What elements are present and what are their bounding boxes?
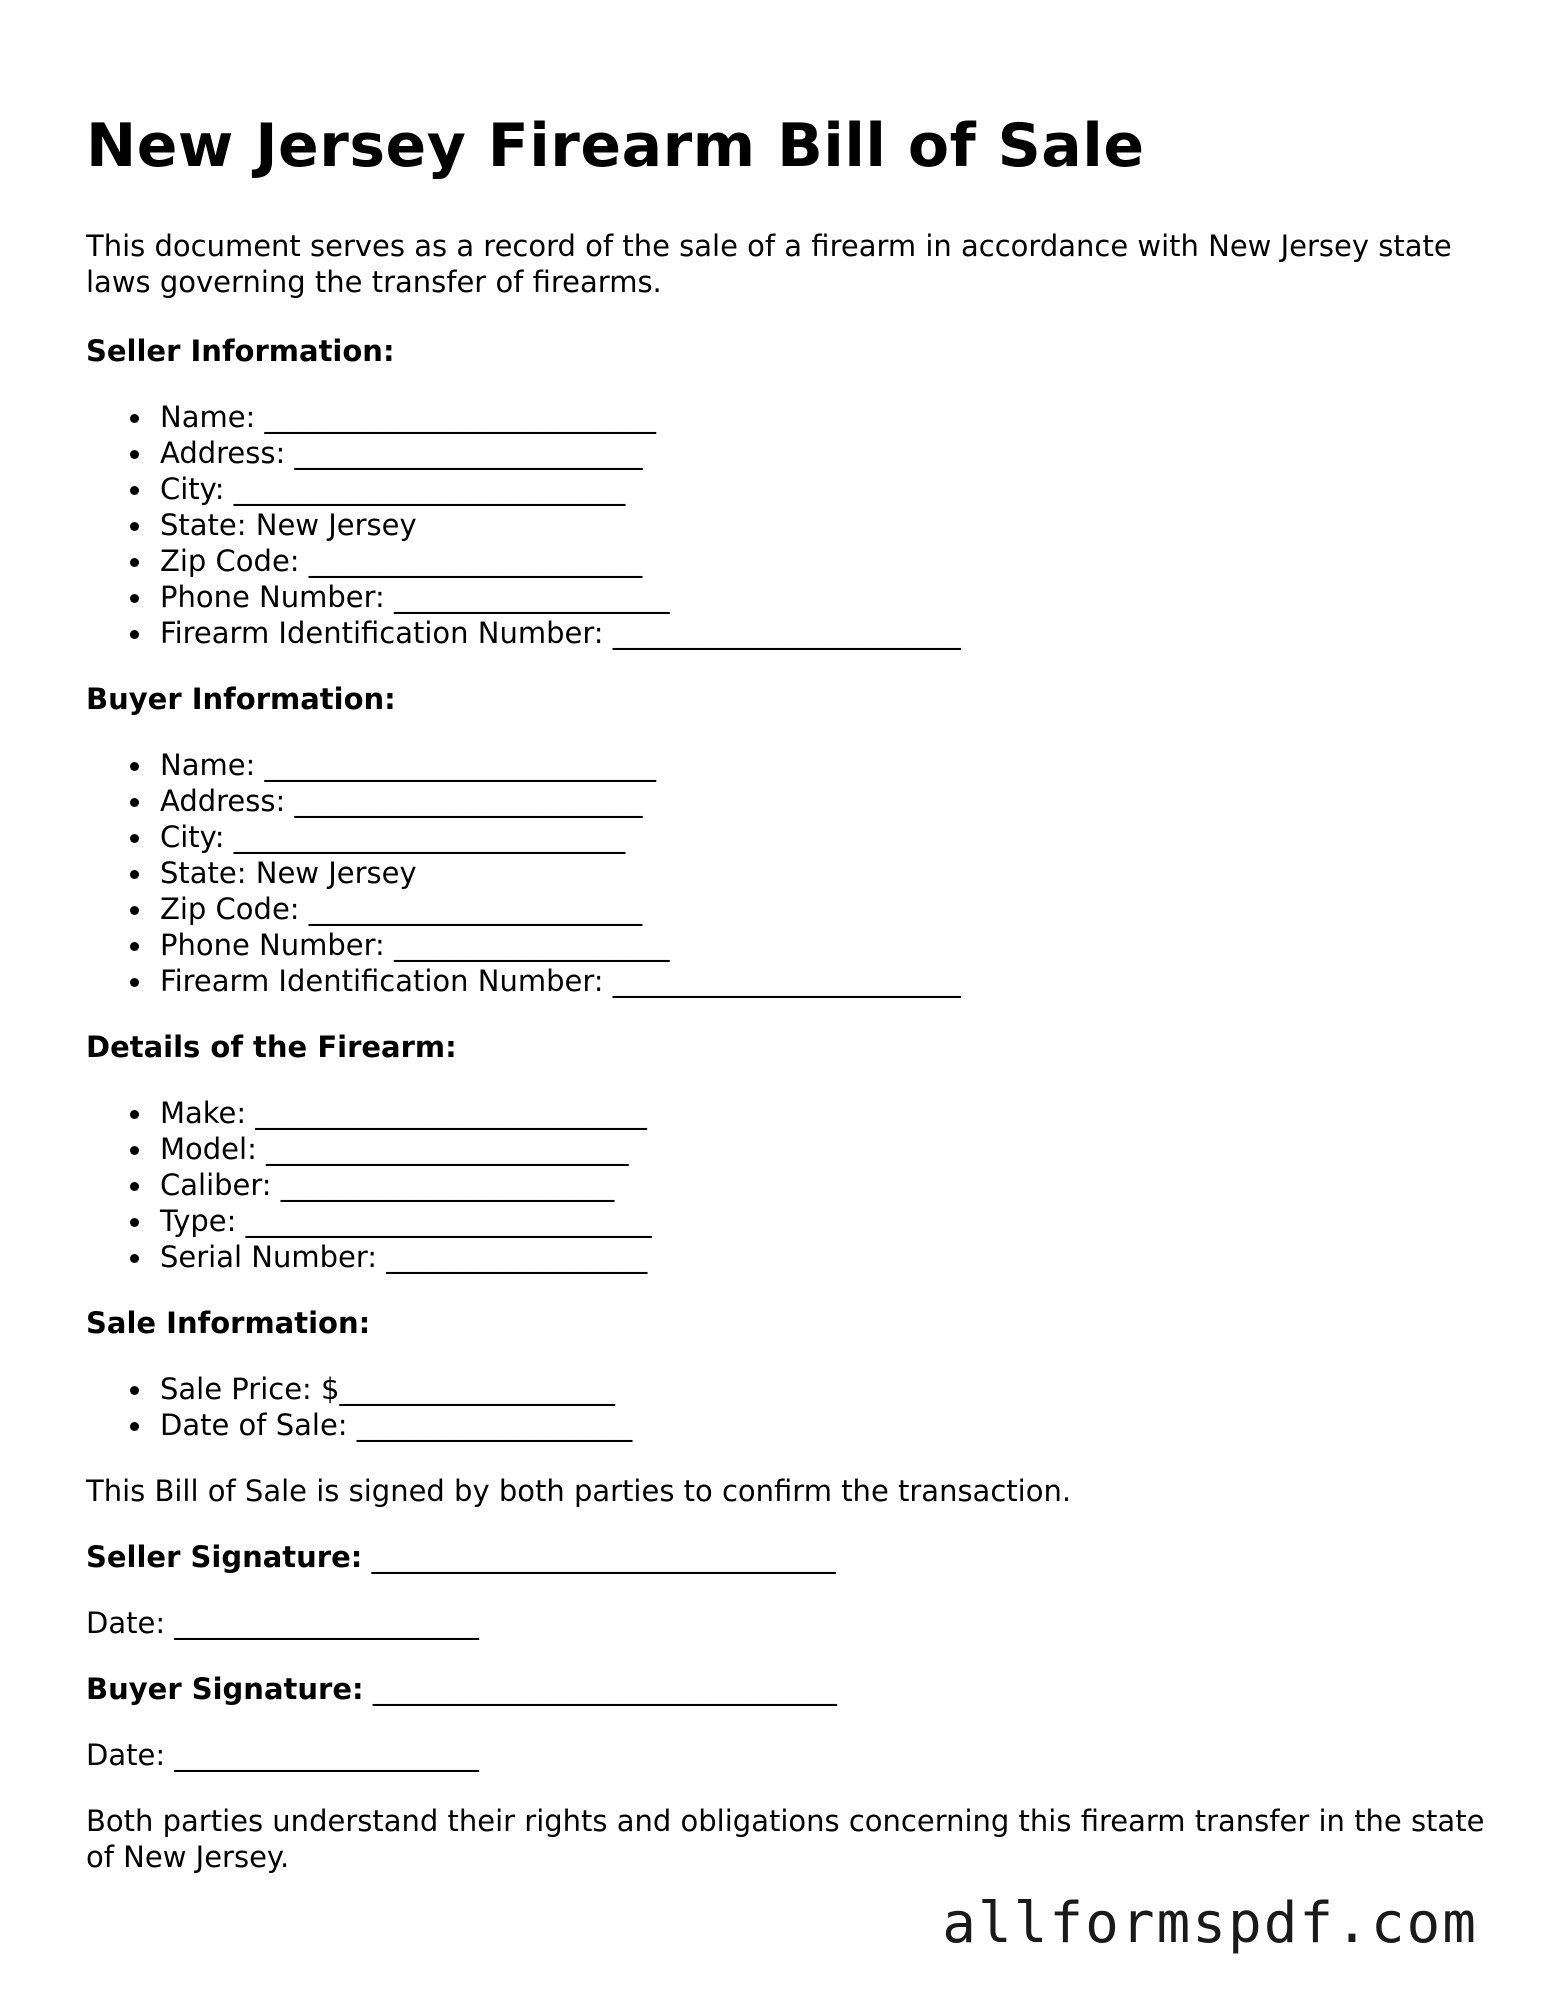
seller-date-line[interactable] — [86, 1605, 1488, 1641]
seller-name-field[interactable]: Name: ___________________________ — [160, 399, 1488, 435]
seller-firearm-id-field[interactable]: Firearm Identification Number: ________________________ — [160, 615, 1488, 651]
buyer-signature-line[interactable] — [86, 1671, 1488, 1707]
buyer-address-field[interactable]: Address: ________________________ — [160, 783, 1488, 819]
seller-zip-field[interactable]: Zip Code: _______________________ — [160, 543, 1488, 579]
firearm-details-list — [86, 1095, 1488, 1275]
firearm-serial-field[interactable]: Serial Number: __________________ — [160, 1239, 1488, 1275]
buyer-section-heading: Buyer Information: — [86, 682, 396, 716]
seller-signature-blank[interactable]: ________________________________ — [371, 1540, 836, 1574]
buyer-date-blank[interactable]: _____________________ — [174, 1738, 479, 1772]
site-watermark: allformspdf.com — [942, 1891, 1478, 1956]
buyer-firearm-id-field[interactable]: Firearm Identification Number: ________________________ — [160, 963, 1488, 999]
firearm-section-heading: Details of the Firearm: — [86, 1030, 457, 1064]
firearm-caliber-field[interactable]: Caliber: _______________________ — [160, 1167, 1488, 1203]
sale-section-heading: Sale Information: — [86, 1306, 371, 1340]
firearm-model-field[interactable]: Model: _________________________ — [160, 1131, 1488, 1167]
seller-city-field[interactable]: City: ___________________________ — [160, 471, 1488, 507]
firearm-make-field[interactable]: Make: ___________________________ — [160, 1095, 1488, 1131]
buyer-signature-blank[interactable]: ________________________________ — [372, 1672, 837, 1706]
buyer-city-field[interactable]: City: ___________________________ — [160, 819, 1488, 855]
buyer-name-field[interactable]: Name: ___________________________ — [160, 747, 1488, 783]
buyer-signature-label: Buyer Signature: — [86, 1672, 364, 1706]
sale-info-list — [86, 1371, 1488, 1443]
buyer-date-label: Date: — [86, 1738, 166, 1772]
buyer-date-line[interactable] — [86, 1737, 1488, 1773]
buyer-zip-field[interactable]: Zip Code: _______________________ — [160, 891, 1488, 927]
seller-signature-label: Seller Signature: — [86, 1540, 363, 1574]
seller-date-blank[interactable]: _____________________ — [174, 1606, 479, 1640]
sale-date-field[interactable]: Date of Sale: ___________________ — [160, 1407, 1488, 1443]
seller-state-field: State: New Jersey — [160, 507, 1488, 543]
document-title: New Jersey Firearm Bill of Sale — [86, 111, 1145, 181]
seller-phone-field[interactable]: Phone Number: ___________________ — [160, 579, 1488, 615]
confirmation-text: This Bill of Sale is signed by both parties to confirm the transaction. — [86, 1474, 1072, 1508]
sale-price-field[interactable]: Sale Price: $___________________ — [160, 1371, 1488, 1407]
seller-section-heading: Seller Information: — [86, 334, 395, 368]
seller-info-list — [86, 399, 1488, 651]
buyer-info-list — [86, 747, 1488, 999]
firearm-type-field[interactable]: Type: ____________________________ — [160, 1203, 1488, 1239]
closing-paragraph: Both parties understand their rights and obligations concerning this firearm transfer in the state of New Jersey. — [86, 1804, 1485, 1874]
intro-paragraph: This document serves as a record of the sale of a firearm in accordance with New Jersey state laws governing the transfer of firearms. — [86, 229, 1452, 299]
buyer-state-field: State: New Jersey — [160, 855, 1488, 891]
seller-date-label: Date: — [86, 1606, 166, 1640]
seller-signature-line[interactable] — [86, 1539, 1488, 1575]
seller-address-field[interactable]: Address: ________________________ — [160, 435, 1488, 471]
buyer-phone-field[interactable]: Phone Number: ___________________ — [160, 927, 1488, 963]
